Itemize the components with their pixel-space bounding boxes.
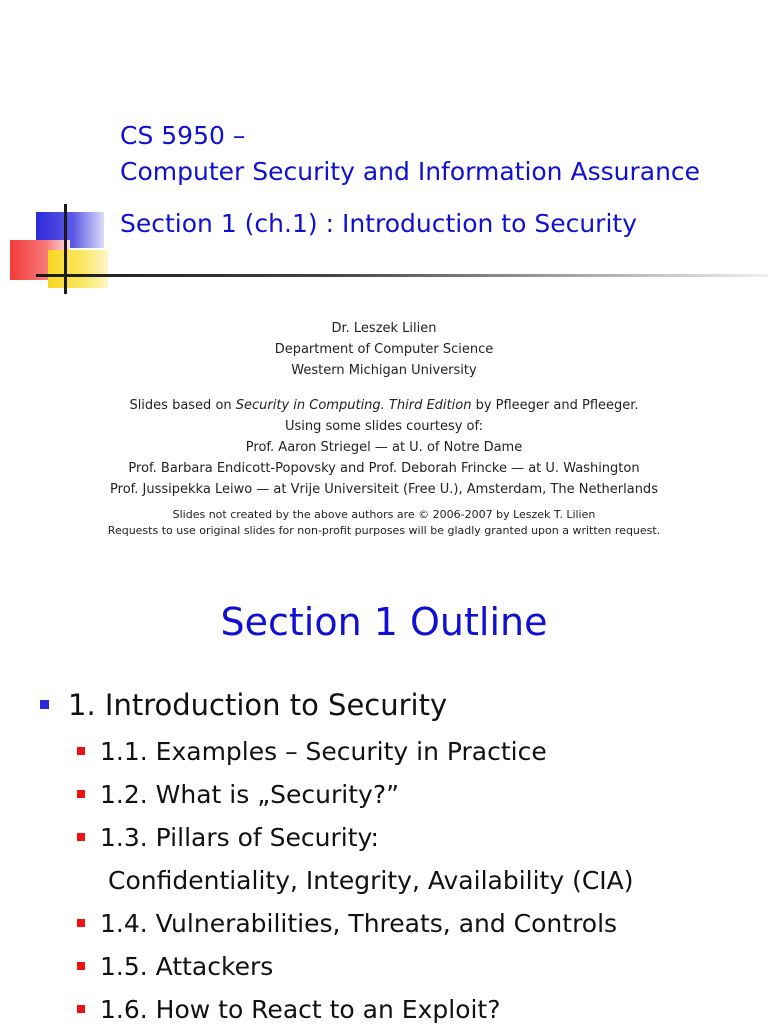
slide-logo-graphic [8,200,112,296]
list-item [0,945,768,988]
source-book-title: Security in Computing. Third Edition [235,398,472,413]
red-square-bullet-icon [77,833,85,841]
source-book-line [0,395,768,416]
list-item-label: 1. Introduction to Security [68,688,448,722]
list-item [0,902,768,945]
courtesy-item: Prof. Barbara Endicott-Popovsky and Prof. Deborah Frincke — at U. Washington [128,461,640,476]
list-item [0,773,768,816]
list-item-continuation: Confidentiality, Integrity, Availability (CIA) [108,866,634,895]
list-item-label: 1.4. Vulnerabilities, Threats, and Controls [100,909,618,938]
department: Department of Computer Science [274,342,494,357]
section-title: Section 1 (ch.1) : Introduction to Security [120,209,637,238]
red-square-bullet-icon [77,962,85,970]
list-item [0,680,768,730]
list-item-label: 1.5. Attackers [100,952,274,981]
red-square-bullet-icon [77,919,85,927]
credits-block [0,318,768,539]
list-item-label: 1.3. Pillars of Security: [100,823,379,852]
course-name: Computer Security and Information Assurance [120,157,701,186]
course-title [120,118,760,190]
university: Western Michigan University [291,363,477,378]
red-square-bullet-icon [77,1005,85,1013]
logo-vertical-line [64,204,67,294]
red-square-bullet-icon [77,747,85,755]
list-item [0,988,768,1024]
courtesy-intro: Using some slides courtesy of: [284,419,484,434]
author-name: Dr. Leszek Lilien [331,321,437,336]
copyright-note: Slides not created by the above authors are © 2006-2007 by Leszek T. Lilien [172,508,596,521]
list-item-label: 1.1. Examples – Security in Practice [100,737,547,766]
title-divider-line [36,274,768,277]
blue-square-bullet-icon [40,700,49,709]
course-code: CS 5950 – [120,121,246,150]
courtesy-item: Prof. Aaron Striegel — at U. of Notre Dame [245,440,523,455]
source-prefix: Slides based on [129,398,236,413]
logo-yellow-square [48,250,108,288]
list-item-label: 1.2. What is „Security?” [100,780,400,809]
request-note: Requests to use original slides for non-profit purposes will be gladly granted upon a written request. [107,524,661,537]
source-suffix: by Pfleeger and Pfleeger. [471,398,639,413]
red-square-bullet-icon [77,790,85,798]
courtesy-item: Prof. Jussipekka Leiwo — at Vrije Universiteit (Free U.), Amsterdam, The Netherlands [110,482,658,497]
outline-slide [0,580,768,1024]
list-item-label: 1.6. How to React to an Exploit? [100,995,501,1024]
list-item [0,816,768,859]
outline-list [0,680,768,1024]
outline-title: Section 1 Outline [220,600,548,644]
list-item [0,730,768,773]
